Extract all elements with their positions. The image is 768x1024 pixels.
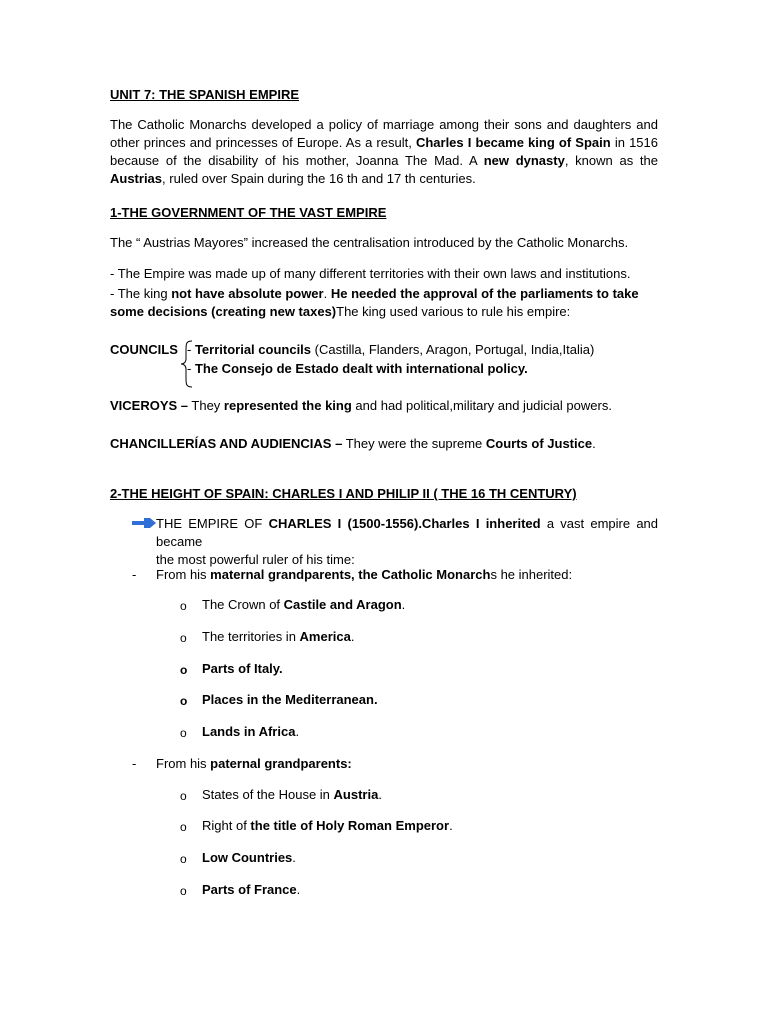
list-item: Right of the title of Holy Roman Emperor. <box>202 818 453 833</box>
section1-heading: 1-THE GOVERNMENT OF THE VAST EMPIRE <box>110 205 387 220</box>
list-item: Low Countries. <box>202 850 296 865</box>
empire-territories-line: - The Empire was made up of many different territories with their own laws and institutions. <box>110 266 631 281</box>
maternal-heading: From his maternal grandparents, the Catholic Monarchs he inherited: <box>156 567 573 582</box>
list-item: Parts of France. <box>202 882 301 897</box>
king-power-paragraph: - The king not have absolute power. He needed the approval of the parliaments to take some decisions (creating new taxes)The king used various to rule his empire: <box>110 286 639 319</box>
list-item: The Crown of Castile and Aragon. <box>202 597 406 612</box>
section2-heading: 2-THE HEIGHT OF SPAIN: CHARLES I AND PHILIP II ( THE 16 TH CENTURY) <box>110 486 577 501</box>
list-item: Parts of Italy. <box>202 661 283 676</box>
chancillerias-line: CHANCILLERÍAS AND AUDIENCIAS – They were the supreme Courts of Justice. <box>110 436 596 451</box>
councils-item-territorial: - Territorial councils (Castilla, Flanders, Aragon, Portugal, India,Italia) <box>187 342 595 357</box>
councils-label: COUNCILS <box>110 342 178 357</box>
list-item: Lands in Africa. <box>202 724 300 739</box>
list-bullet: o <box>180 631 187 645</box>
intro-paragraph: The Catholic Monarchs developed a policy of marriage among their sons and daughters and other princes and princesses of Europe. As a result, Charles I became king of Spain in 1516 because of the disability of his mother, Joanna The Mad. A new dynasty, known as the Austrias, ruled over Spain during the 16 th and 17 th centuries. <box>110 117 658 186</box>
list-bullet: o <box>180 599 187 613</box>
page-title-text: UNIT 7: THE SPANISH EMPIRE <box>110 87 300 102</box>
list-bullet: o <box>180 726 187 740</box>
list-bullet: o <box>180 663 188 677</box>
viceroys-line: VICEROYS – They represented the king and had political,military and judicial powers. <box>110 398 612 413</box>
list-item: The territories in America. <box>202 629 355 644</box>
list-bullet: o <box>180 820 187 834</box>
empire-charles-paragraph: THE EMPIRE OF CHARLES I (1500-1556).Charles I inherited a vast empire and became the most powerful ruler of his time: <box>156 516 659 567</box>
list-item: States of the House in Austria. <box>202 787 382 802</box>
list-dash: - <box>132 567 137 582</box>
list-item: Places in the Mediterranean. <box>202 692 378 707</box>
councils-item-estado: - The Consejo de Estado dealt with international policy. <box>187 361 528 376</box>
list-bullet: o <box>180 789 187 803</box>
list-bullet: o <box>180 694 188 708</box>
arrow-right-icon <box>132 517 156 529</box>
list-dash: - <box>132 756 137 771</box>
paternal-heading: From his paternal grandparents: <box>156 756 352 771</box>
list-bullet: o <box>180 852 187 866</box>
list-bullet: o <box>180 884 187 898</box>
centralisation-paragraph: The “ Austrias Mayores” increased the centralisation introduced by the Catholic Monarchs. <box>110 235 629 250</box>
page-title <box>110 86 658 104</box>
